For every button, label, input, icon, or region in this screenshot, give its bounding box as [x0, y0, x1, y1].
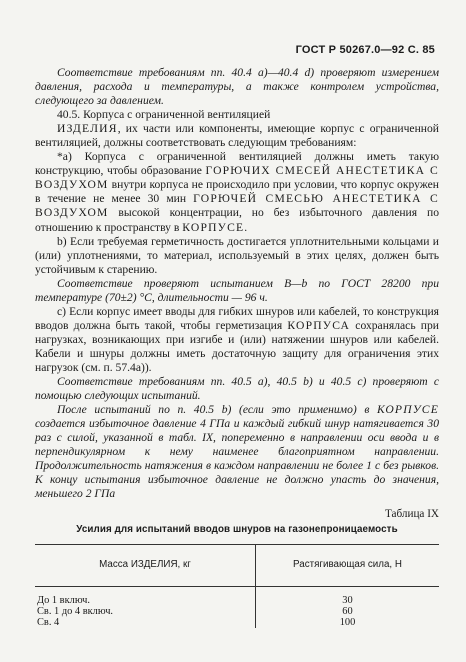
paragraph-pressure-test: После испытаний по п. 40.5 b) (если это применимо) в КОРПУСЕ создается избыточное давление 4 ГПа и каждый гибкий шнур натягивается 30 раз с силой, указанной в табл. IX, попеременно в направлении оси ввода и в перпендикулярном к нему наименее благоприятном направлении. Продолжительность натяжения в каждом направлении не более 1 с без рывков. К концу испытания избыточное давление не должно упасть до значения, меньшего 2 ГПа [35, 403, 439, 501]
paragraph-item-c: c) Если корпус имеет вводы для гибких шнуров или кабелей, то конструкция вводов должна быть такой, чтобы герметизация КОРПУСА сохранялась при нагрузках, возникающих при изгибе и (или) натяжении шнуров или кабелей. Кабели и шнуры должны иметь достаточную защиту для ограничения этих нагрузок (см. п. 57.4а)). [35, 304, 439, 374]
paragraph-item-a: *a) Корпуса с ограниченной вентиляцией должны иметь такую конструкцию, чтобы образование ГОРЮЧИХ СМЕСЕЙ АНЕСТЕТИКА С ВОЗДУХОМ внутри корпуса не происходило при условии, что корпус окружен в течение не менее 30 мин ГОРЮЧЕЙ СМЕСЬЮ АНЕСТЕТИКА С ВОЗДУХОМ высокой концентрации, но без избыточного давления по отношению к пространству в КОРПУСЕ. [35, 150, 439, 234]
paragraph-compliance-40-4: Соответствие требованиям пп. 40.4 а)—40.4 d) проверяют измерением давления, расхода и температуры, а также контролем устройства, следующего за давлением. [35, 66, 439, 108]
column-header-mass: Масса ИЗДЕЛИЯ, кг [35, 544, 256, 586]
table-row [35, 606, 439, 617]
cell-force: 100 [339, 616, 356, 628]
table-row [35, 617, 439, 628]
table-row [35, 586, 439, 606]
cell-force: 60 [342, 605, 353, 617]
cell-mass: До 1 включ. [35, 586, 256, 606]
paragraph-compliance-40-5: Соответствие требованиям пп. 40.5 а), 40.5 b) и 40.5 с) проверяют с помощью следующих испытаний. [35, 375, 439, 403]
cell-mass: Св. 4 [35, 617, 256, 628]
column-header-force: Растягивающая сила, Н [256, 544, 440, 586]
paragraph-requirements-intro: ИЗДЕЛИЯ, их части или компоненты, имеющие корпус с ограниченной вентиляцией, должны соответствовать следующим требованиям: [35, 122, 439, 150]
page-header: ГОСТ Р 50267.0—92 С. 85 [295, 44, 435, 56]
paragraph-compliance-test: Соответствие проверяют испытанием B—b по ГОСТ 28200 при температуре (70±2) °С, длительности — 96 ч. [35, 276, 439, 304]
table-caption: Таблица IX [384, 508, 439, 521]
cell-mass: Св. 1 до 4 включ. [35, 606, 256, 617]
cell-force: 30 [342, 594, 353, 606]
table-title: Усилия для испытаний вводов шнуров на газонепроницаемость [76, 523, 398, 535]
paragraph-item-b: b) Если требуемая герметичность достигается уплотнительными кольцами и (или) уплотнениями, то материал, используемый в этих целях, должен быть устойчивым к старению. [35, 234, 439, 276]
force-table [35, 544, 439, 628]
document-body [35, 66, 439, 628]
section-heading-40-5: 40.5. Корпуса с ограниченной вентиляцией [57, 108, 271, 122]
